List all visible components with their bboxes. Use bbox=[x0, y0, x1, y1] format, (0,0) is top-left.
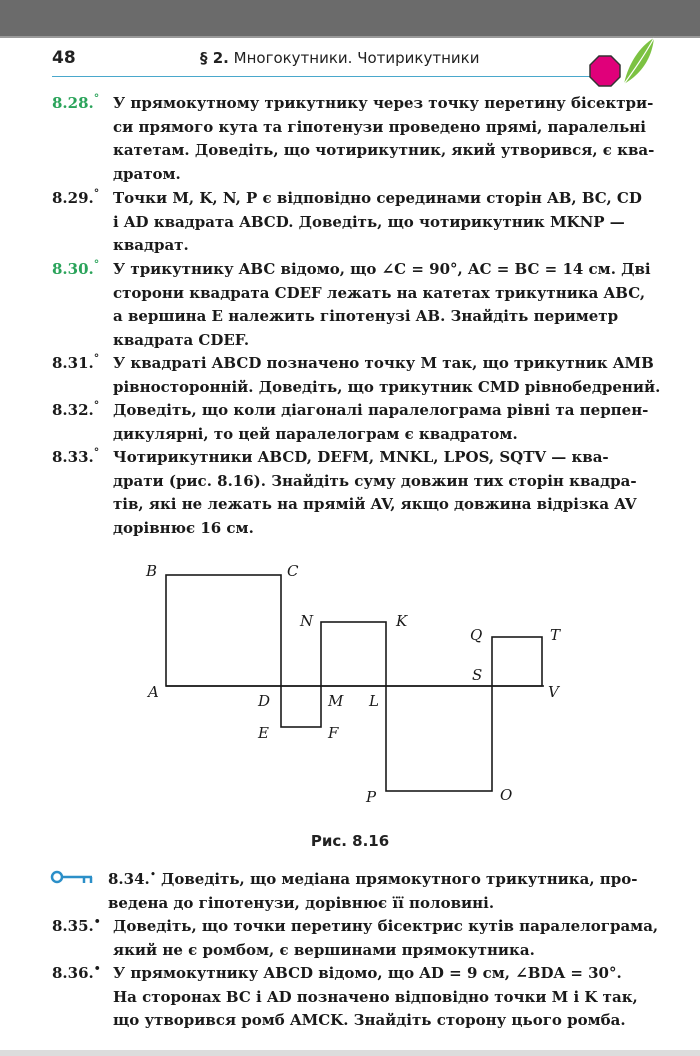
difficulty-mark: ° bbox=[93, 92, 100, 105]
difficulty-mark: ° bbox=[93, 399, 100, 412]
label-s: S bbox=[472, 666, 483, 684]
problem-line: У трикутнику ABC відомо, що ∠C = 90°, AC = BC = 14 см. Дві bbox=[113, 260, 651, 278]
problem-8-34 bbox=[108, 868, 668, 915]
textbook-page bbox=[0, 36, 700, 1056]
problem-line: сторони квадрата CDEF лежать на катетах трикутника ABC, bbox=[113, 283, 646, 302]
problem-line: тів, які не лежать на прямій AV, якщо довжина відрізка AV bbox=[113, 495, 637, 513]
square-sqtv bbox=[492, 637, 542, 686]
problem-line: Доведіть, що коли діагоналі паралелограма рівні та перпен- bbox=[113, 401, 649, 419]
problem-line: Точки M, K, N, P є відповідно серединами сторін AB, BC, CD bbox=[113, 189, 642, 207]
square-abcd bbox=[166, 575, 281, 686]
problem-line: У прямокутнику ABCD відомо, що AD = 9 см, ∠BDA = 30°. bbox=[113, 964, 622, 982]
label-q: Q bbox=[470, 626, 483, 644]
difficulty-mark: ° bbox=[93, 187, 100, 200]
difficulty-mark: ° bbox=[93, 446, 100, 459]
problem-line: У прямокутному трикутнику через точку перетину бісектри- bbox=[113, 94, 654, 112]
label-c: C bbox=[287, 562, 299, 580]
label-e: E bbox=[258, 724, 269, 742]
page-number: 48 bbox=[52, 48, 76, 68]
problem-8-36 bbox=[52, 962, 662, 1033]
label-l: L bbox=[369, 692, 379, 710]
problem-line: На сторонах BC і AD позначено відповідно точки M і K так, bbox=[113, 987, 638, 1006]
label-b: B bbox=[146, 562, 158, 580]
label-t: T bbox=[550, 626, 561, 644]
difficulty-mark: ° bbox=[93, 258, 100, 271]
problem-line: дратом. bbox=[113, 164, 181, 183]
square-mnkl bbox=[321, 622, 386, 686]
difficulty-mark: ° bbox=[93, 352, 100, 365]
label-f: F bbox=[328, 724, 339, 742]
problem-line: си прямого кута та гіпотенузи проведено прямі, паралельні bbox=[113, 117, 646, 136]
label-m: M bbox=[328, 692, 344, 710]
label-n: N bbox=[300, 612, 314, 630]
problem-number: 8.36. bbox=[52, 964, 94, 982]
problem-line: У квадраті ABCD позначено точку M так, що трикутник AMB bbox=[113, 354, 654, 372]
problem-number: 8.28. bbox=[52, 94, 94, 112]
problem-line: рівносторонній. Доведіть, що трикутник CMD рівнобедрений. bbox=[113, 377, 661, 396]
problem-line: ведена до гіпотенузи, дорівнює її половині. bbox=[108, 893, 495, 912]
key-icon bbox=[50, 870, 94, 884]
square-defm bbox=[281, 686, 321, 727]
problem-line: який не є ромбом, є вершинами прямокутника. bbox=[113, 940, 535, 959]
figure-8-16 bbox=[0, 36, 700, 836]
difficulty-mark: • bbox=[149, 868, 157, 881]
problem-line: Доведіть, що медіана прямокутного трикутника, про- bbox=[161, 870, 638, 888]
label-k: K bbox=[396, 612, 408, 630]
problem-line: Чотирикутники ABCD, DEFM, MNKL, LPOS, SQTV — ква- bbox=[113, 448, 609, 466]
problem-number: 8.30. bbox=[52, 260, 94, 278]
problem-number: 8.35. bbox=[52, 917, 94, 935]
difficulty-mark: • bbox=[93, 915, 101, 928]
problem-line: катетам. Доведіть, що чотирикутник, який утворився, є ква- bbox=[113, 141, 655, 159]
problem-line: і AD квадрата ABCD. Доведіть, що чотирикутник MKNP — bbox=[113, 212, 625, 231]
problem-line: дорівнює 16 см. bbox=[113, 518, 254, 537]
section-title: Многокутники. Чотирикутники bbox=[233, 49, 480, 67]
label-d: D bbox=[258, 692, 271, 710]
problem-number: 8.34. bbox=[108, 870, 150, 888]
problem-number: 8.31. bbox=[52, 354, 94, 372]
label-a: A bbox=[148, 683, 159, 701]
square-lpos bbox=[386, 686, 492, 791]
problem-number: 8.32. bbox=[52, 401, 94, 419]
problem-line: що утворився ромб AMCK. Знайдіть сторону цього ромба. bbox=[113, 1011, 626, 1029]
section-mark: § 2. bbox=[200, 49, 229, 67]
problem-number: 8.33. bbox=[52, 448, 94, 466]
difficulty-mark: • bbox=[93, 962, 101, 975]
label-v: V bbox=[548, 683, 559, 701]
problem-line: квадрата CDEF. bbox=[113, 330, 250, 349]
problem-line: Доведіть, що точки перетину бісектрис кутів паралелограма, bbox=[113, 917, 659, 935]
page-bottom-edge bbox=[0, 1050, 700, 1056]
label-o: O bbox=[500, 786, 513, 804]
label-p: P bbox=[366, 788, 377, 806]
problem-line: квадрат. bbox=[113, 236, 189, 254]
problem-line: драти (рис. 8.16). Знайдіть суму довжин тих сторін квадра- bbox=[113, 471, 637, 490]
figure-caption: Рис. 8.16 bbox=[310, 832, 390, 850]
problem-line: а вершина E належить гіпотенузі AB. Знайдіть периметр bbox=[113, 307, 619, 325]
problem-number: 8.29. bbox=[52, 189, 94, 207]
problem-line: дикулярні, то цей паралелограм є квадратом. bbox=[113, 424, 518, 443]
problem-8-35 bbox=[52, 915, 662, 962]
